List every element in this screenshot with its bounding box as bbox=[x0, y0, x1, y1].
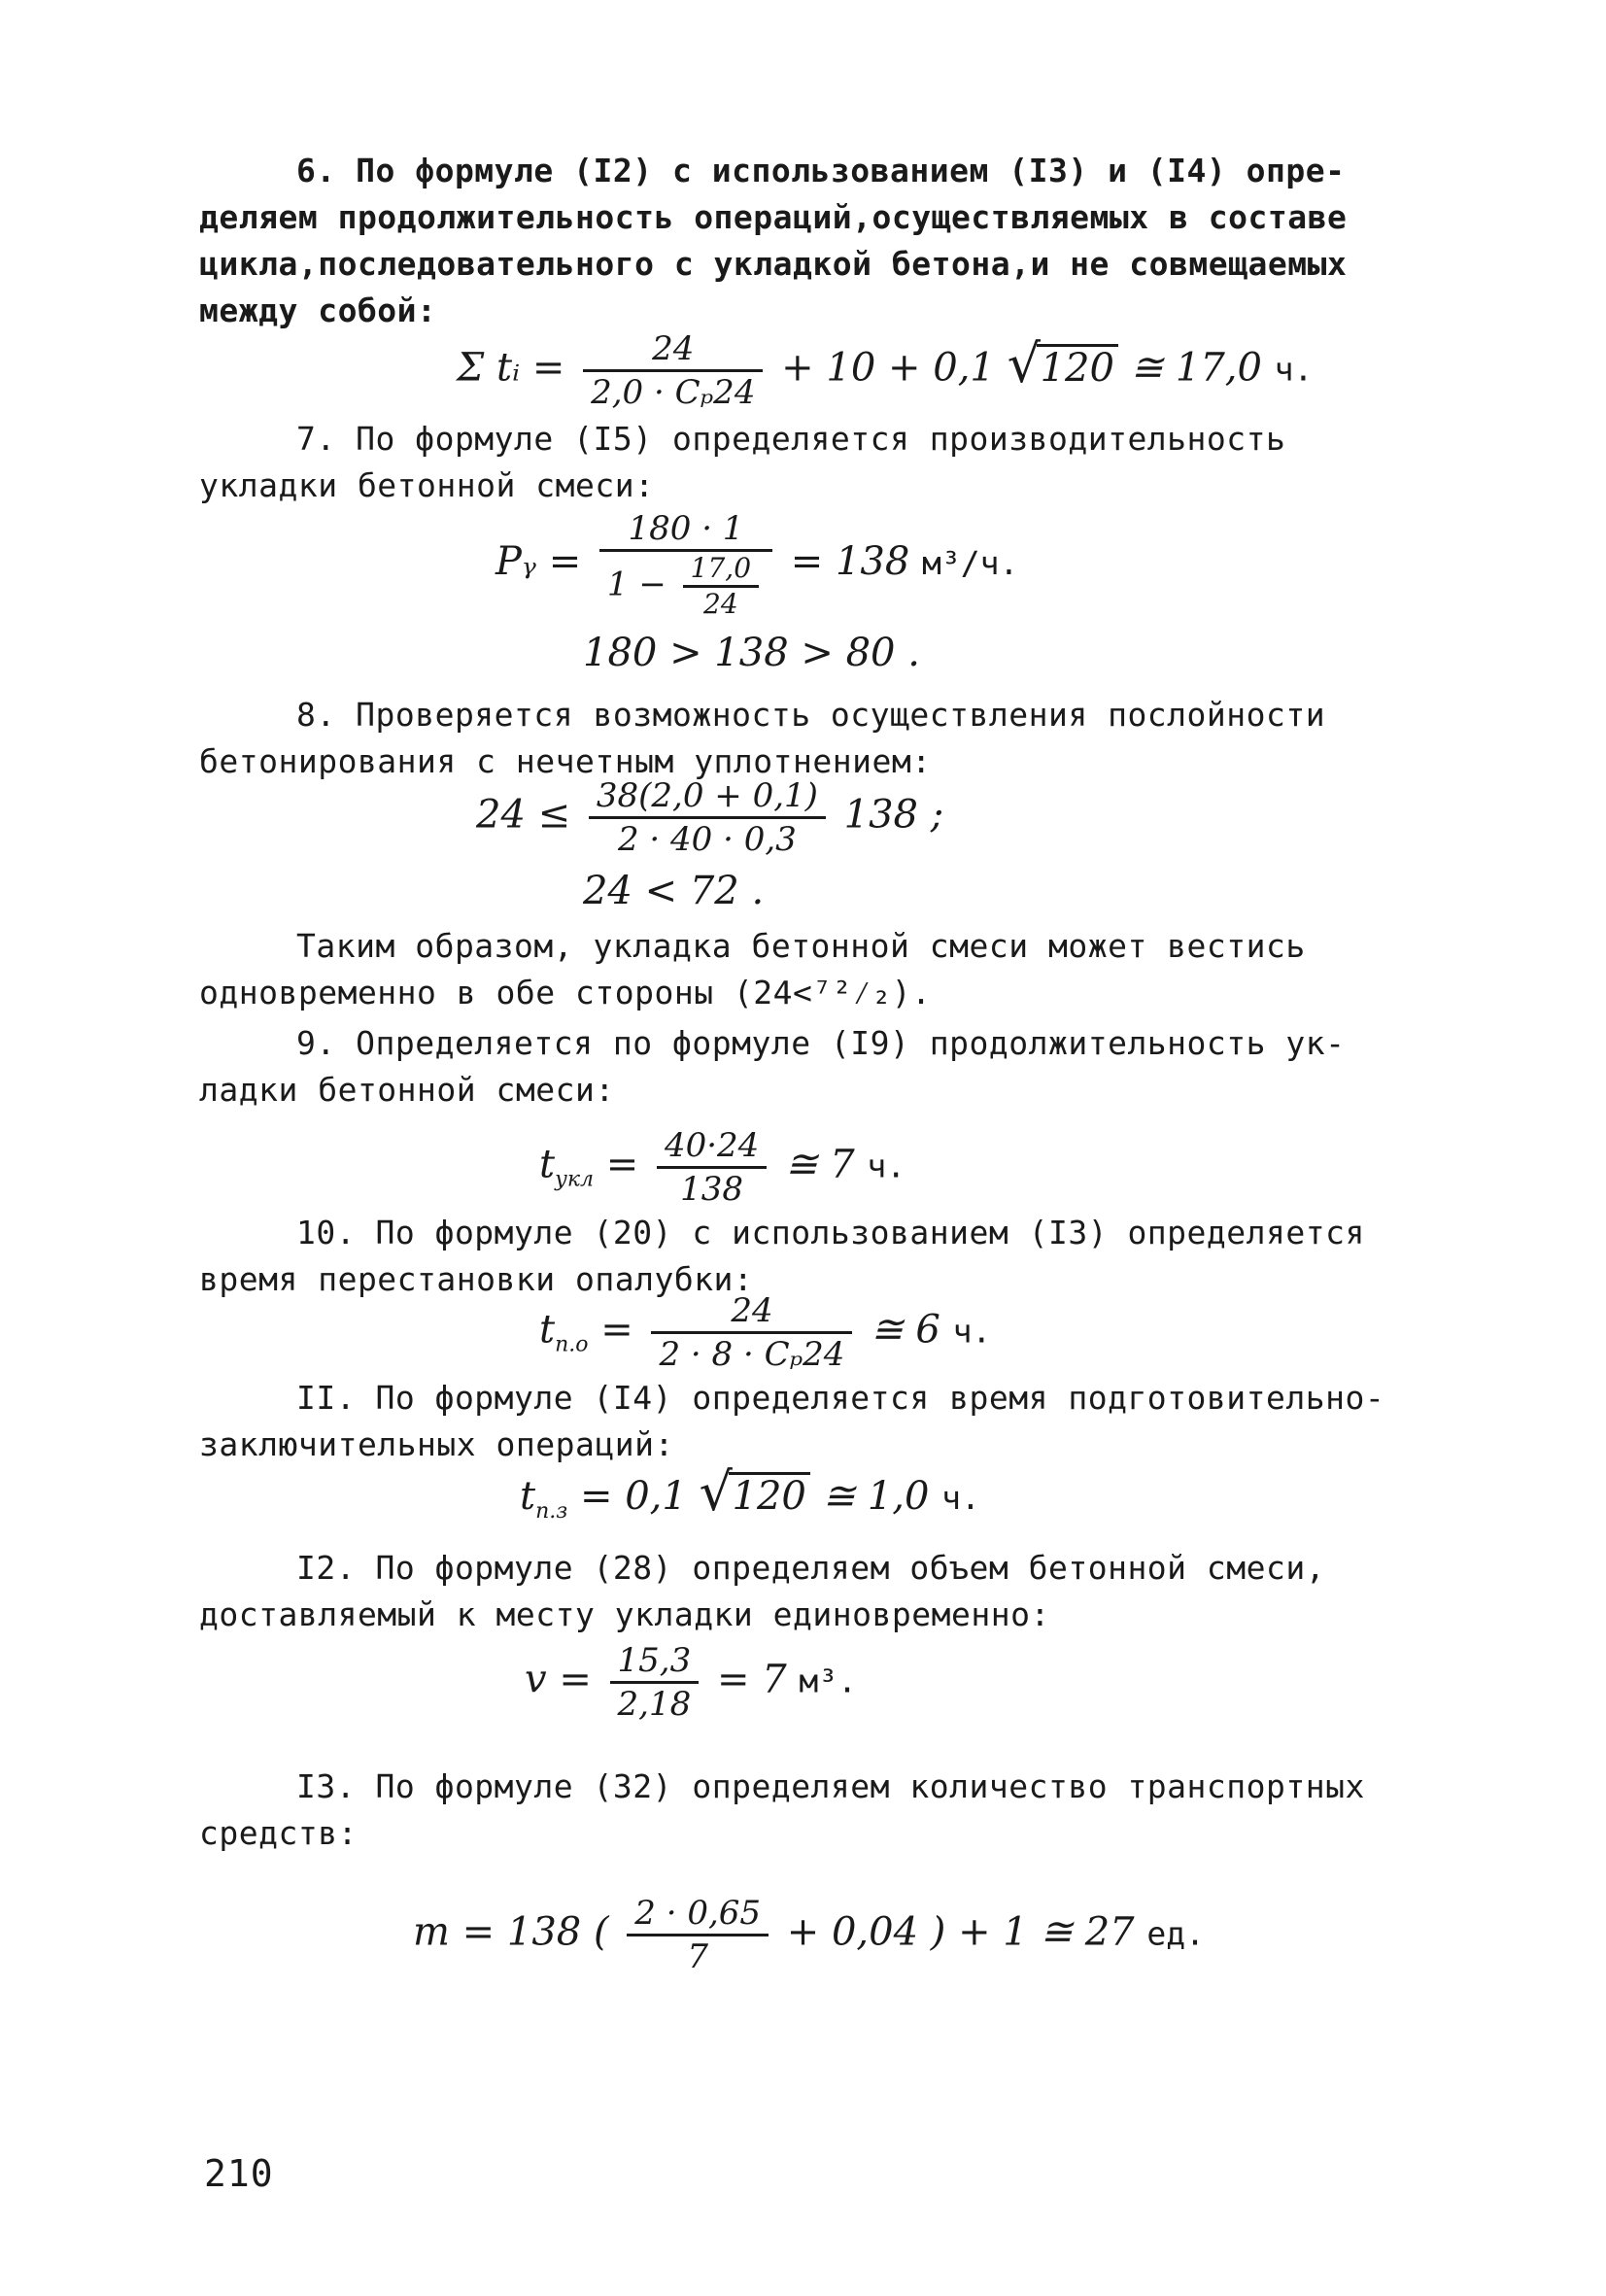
numerator: 24 bbox=[583, 330, 763, 372]
eq-result: ≅ 6 bbox=[871, 1307, 940, 1353]
unit-label: м³. bbox=[799, 1662, 857, 1700]
unit-label: ед. bbox=[1146, 1914, 1205, 1953]
text-line: доставляемый к месту укладки единовременно: bbox=[199, 1595, 1050, 1633]
eq-result: ≅ 17,0 bbox=[1130, 345, 1262, 391]
text-line: между собой: bbox=[199, 291, 437, 329]
square-root bbox=[1008, 344, 1118, 390]
numerator: 180 · 1 bbox=[599, 510, 772, 552]
eq-result: + 0,04 ) + 1 ≅ 27 bbox=[786, 1909, 1135, 1955]
text-line: бетонирования с нечетным уплотнением: bbox=[199, 742, 932, 780]
fraction bbox=[589, 777, 826, 858]
paragraph-13 bbox=[199, 1764, 1404, 1857]
paragraph-8-conclusion bbox=[199, 923, 1404, 1016]
eq-lhs: v = bbox=[525, 1657, 592, 1702]
text-line: время перестановки опалубки: bbox=[199, 1260, 754, 1298]
page-number: 210 bbox=[204, 2152, 274, 2195]
text-line: 9. Определяется по формуле (I9) продолжительность ук- bbox=[296, 1024, 1346, 1062]
equation-9 bbox=[539, 1127, 906, 1208]
numerator: 24 bbox=[651, 1292, 852, 1334]
numerator: 15,3 bbox=[610, 1642, 700, 1684]
text-line: Таким образом, укладка бетонной смеси может вестись bbox=[296, 927, 1306, 965]
text-line: ладки бетонной смеси: bbox=[199, 1071, 615, 1109]
inequality-8: 24 < 72 . bbox=[583, 869, 765, 913]
text-line: цикла,последовательного с укладкой бетона,и не совмещаемых bbox=[199, 245, 1348, 283]
text-line: укладки бетонной смеси: bbox=[199, 466, 655, 504]
equation-7 bbox=[495, 510, 1018, 619]
inequality-7: 180 > 138 > 80 . bbox=[583, 631, 920, 675]
eq-lhs: t bbox=[539, 1307, 556, 1353]
text-line: I2. По формуле (28) определяем объем бетонной смеси, bbox=[296, 1549, 1326, 1587]
text-line: 6. По формуле (I2) с использованием (I3) и (I4) опре- bbox=[296, 152, 1346, 189]
fraction bbox=[657, 1127, 767, 1208]
fraction bbox=[583, 330, 763, 411]
equation-12 bbox=[525, 1642, 857, 1723]
eq-lhs: Pᵧ = bbox=[495, 539, 582, 584]
paragraph-10 bbox=[199, 1210, 1404, 1303]
fraction bbox=[651, 1292, 852, 1373]
denominator: 2 · 40 · 0,3 bbox=[617, 820, 797, 859]
text-line: средств: bbox=[199, 1814, 358, 1852]
denominator bbox=[599, 552, 772, 619]
subscript: п.з bbox=[535, 1499, 568, 1524]
radicand: 120 bbox=[1037, 344, 1118, 390]
unit-label: м³/ч. bbox=[922, 544, 1019, 582]
unit-label: ч. bbox=[1274, 350, 1314, 389]
denominator: 138 bbox=[680, 1170, 744, 1209]
nested-fraction bbox=[683, 554, 759, 619]
text-line: одновременно в обе стороны (24<⁷²⁄₂). bbox=[199, 974, 932, 1011]
radicand: 120 bbox=[729, 1472, 810, 1518]
eq-result: 138 ; bbox=[843, 792, 944, 838]
equation-8 bbox=[476, 777, 943, 858]
text-line: заключительных операций: bbox=[199, 1425, 674, 1463]
paragraph-9 bbox=[199, 1020, 1404, 1114]
text-line: деляем продолжительность операций,осуществляемых в составе bbox=[199, 198, 1348, 236]
equation-13 bbox=[413, 1895, 1205, 1975]
denominator: 2 · 8 · Cₚ24 bbox=[659, 1335, 845, 1374]
eq-result: ≅ 7 bbox=[785, 1142, 855, 1187]
paragraph-12 bbox=[199, 1545, 1404, 1638]
eq-term: + 10 + 0,1 bbox=[781, 345, 995, 391]
subscript: п.о bbox=[555, 1332, 589, 1357]
eq-sign: = 0,1 bbox=[579, 1474, 687, 1519]
fraction bbox=[610, 1642, 700, 1723]
eq-lhs: t bbox=[520, 1474, 536, 1519]
subscript: укл bbox=[555, 1167, 594, 1192]
eq-sign: = bbox=[600, 1307, 633, 1353]
equation-6 bbox=[457, 330, 1313, 411]
unit-label: ч. bbox=[941, 1479, 980, 1517]
eq-lhs: Σ tᵢ = bbox=[457, 345, 565, 391]
fraction bbox=[599, 510, 772, 619]
equation-10 bbox=[539, 1292, 991, 1373]
eq-lhs: t bbox=[539, 1142, 556, 1187]
eq-lhs: m = 138 ( bbox=[413, 1909, 609, 1955]
equation-11 bbox=[520, 1472, 980, 1533]
denominator: 2,0 · Cₚ24 bbox=[591, 373, 756, 412]
fraction bbox=[627, 1895, 769, 1975]
eq-result: ≅ 1,0 bbox=[822, 1474, 930, 1519]
paragraph-7 bbox=[199, 416, 1404, 509]
eq-result: = 138 bbox=[790, 539, 910, 584]
denominator: 24 bbox=[703, 588, 738, 620]
numerator: 17,0 bbox=[683, 554, 759, 588]
denominator-term: 1 − bbox=[606, 565, 666, 604]
text-line: 7. По формуле (I5) определяется производительность bbox=[296, 420, 1286, 458]
eq-sign: = bbox=[605, 1142, 639, 1187]
numerator: 40·24 bbox=[657, 1127, 767, 1169]
paragraph-6 bbox=[199, 148, 1404, 334]
text-line: I3. По формуле (32) определяем количество транспортных bbox=[296, 1767, 1365, 1805]
paragraph-8 bbox=[199, 692, 1404, 785]
text-line: 8. Проверяется возможность осуществления послойности bbox=[296, 696, 1326, 734]
denominator: 7 bbox=[687, 1937, 708, 1976]
denominator: 2,18 bbox=[617, 1685, 692, 1724]
paragraph-11 bbox=[199, 1375, 1404, 1468]
eq-lhs: 24 ≤ bbox=[476, 792, 571, 838]
eq-result: = 7 bbox=[716, 1657, 787, 1702]
unit-label: ч. bbox=[867, 1147, 906, 1185]
text-line: II. По формуле (I4) определяется время подготовительно- bbox=[296, 1379, 1385, 1417]
numerator: 38(2,0 + 0,1) bbox=[589, 777, 826, 819]
unit-label: ч. bbox=[952, 1312, 992, 1351]
text-line: 10. По формуле (20) с использованием (I3) определяется bbox=[296, 1214, 1365, 1251]
square-root bbox=[700, 1472, 810, 1518]
numerator: 2 · 0,65 bbox=[627, 1895, 769, 1936]
